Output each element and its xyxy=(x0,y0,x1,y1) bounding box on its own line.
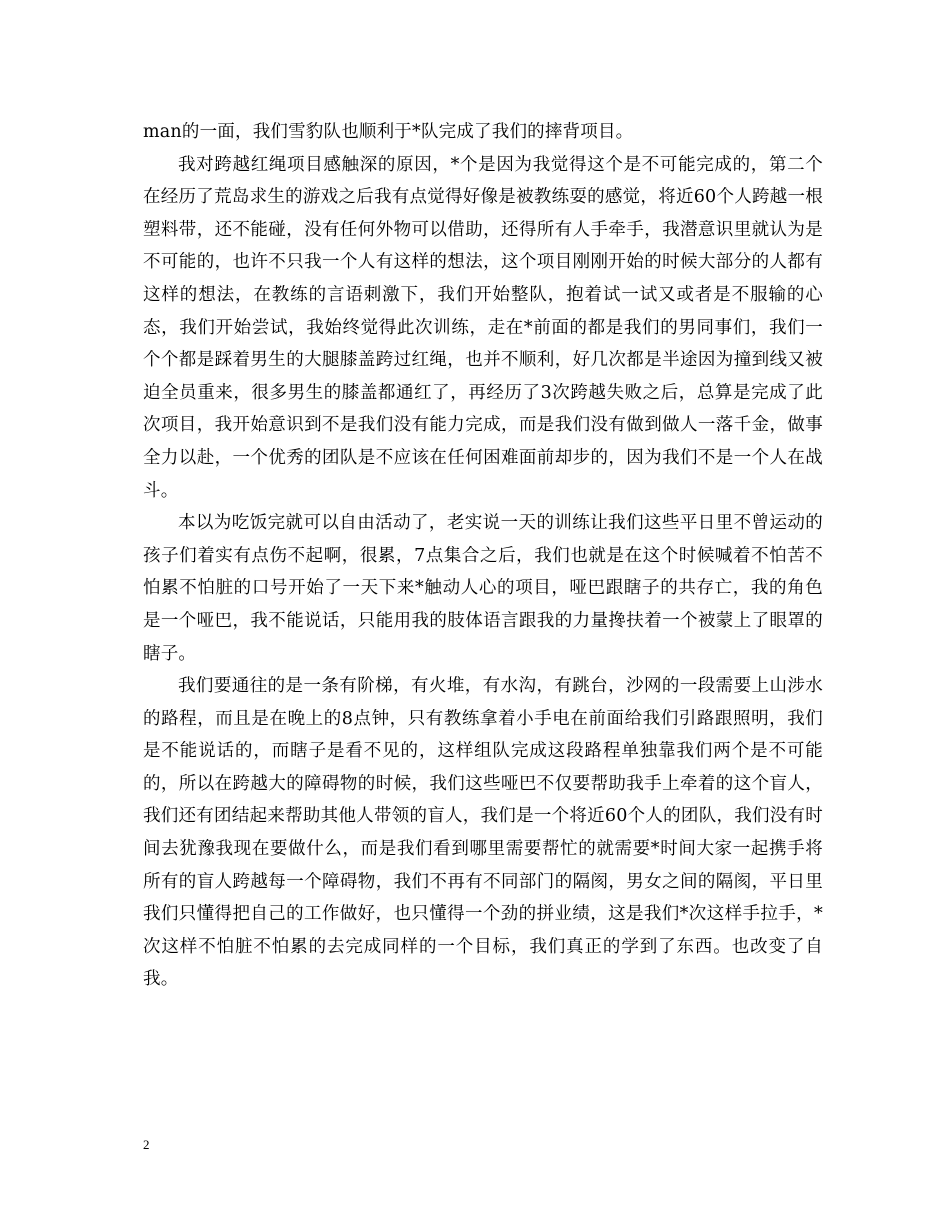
paragraph-4: 我们要通往的是一条有阶梯，有火堆，有水沟，有跳台，沙网的一段需要上山涉水的路程，而且是在晚上的8点钟，只有教练拿着小手电在前面给我们引路跟照明，我们是不能说话的，而瞎子是看不见的，这样组队完成这段路程单独靠我们两个是不可能的，所以在跨越大的障碍物的时候，我们这些哑巴不仅要帮助我手上牵着的这个盲人，我们还有团结起来帮助其他人带领的盲人，我们是一个将近60个人的团队，我们没有时间去犹豫我现在要做什么，而是我们看到哪里需要帮忙的就需要*时间大家一起携手将所有的盲人跨越每一个障碍物，我们不再有不同部门的隔阂，男女之间的隔阂，平日里我们只懂得把自己的工作做好，也只懂得一个劲的拼业绩，这是我们*次这样手拉手，*次这样不怕脏不怕累的去完成同样的一个目标，我们真正的学到了东西。也改变了自我。 xyxy=(143,676,823,990)
body-text xyxy=(143,116,823,996)
paragraph-1: man的一面，我们雪豹队也顺利于*队完成了我们的摔背项目。 xyxy=(143,122,634,142)
page-number: 2 xyxy=(143,1137,150,1152)
paragraph-3: 本以为吃饭完就可以自由活动了，老实说一天的训练让我们这些平日里不曾运动的孩子们着实有点伤不起啊，很累，7点集合之后，我们也就是在这个时候喊着不怕苦不怕累不怕脏的口号开始了一天下来*触动人心的项目，哑巴跟瞎子的共存亡，我的角色是一个哑巴，我不能说话，只能用我的肢体语言跟我的力量搀扶着一个被蒙上了眼罩的瞎子。 xyxy=(143,513,823,664)
paragraph-2: 我对跨越红绳项目感触深的原因，*个是因为我觉得这个是不可能完成的，第二个在经历了荒岛求生的游戏之后我有点觉得好像是被教练耍的感觉，将近60个人跨越一根塑料带，还不能碰，没有任何外物可以借助，还得所有人手牵手，我潜意识里就认为是不可能的，也许不只我一个人有这样的想法，这个项目刚刚开始的时候大部分的人都有这样的想法，在教练的言语刺激下，我们开始整队，抱着试一试又或者是不服输的心态，我们开始尝试，我始终觉得此次训练，走在*前面的都是我们的男同事们，我们一个个都是踩着男生的大腿膝盖跨过红绳，也并不顺利，好几次都是半途因为撞到线又被迫全员重来，很多男生的膝盖都通红了，再经历了3次跨越失败之后，总算是完成了此次项目，我开始意识到不是我们没有能力完成，而是我们没有做到做人一落千金，做事全力以赴，一个优秀的团队是不应该在任何困难面前却步的，因为我们不是一个人在战斗。 xyxy=(143,154,823,501)
